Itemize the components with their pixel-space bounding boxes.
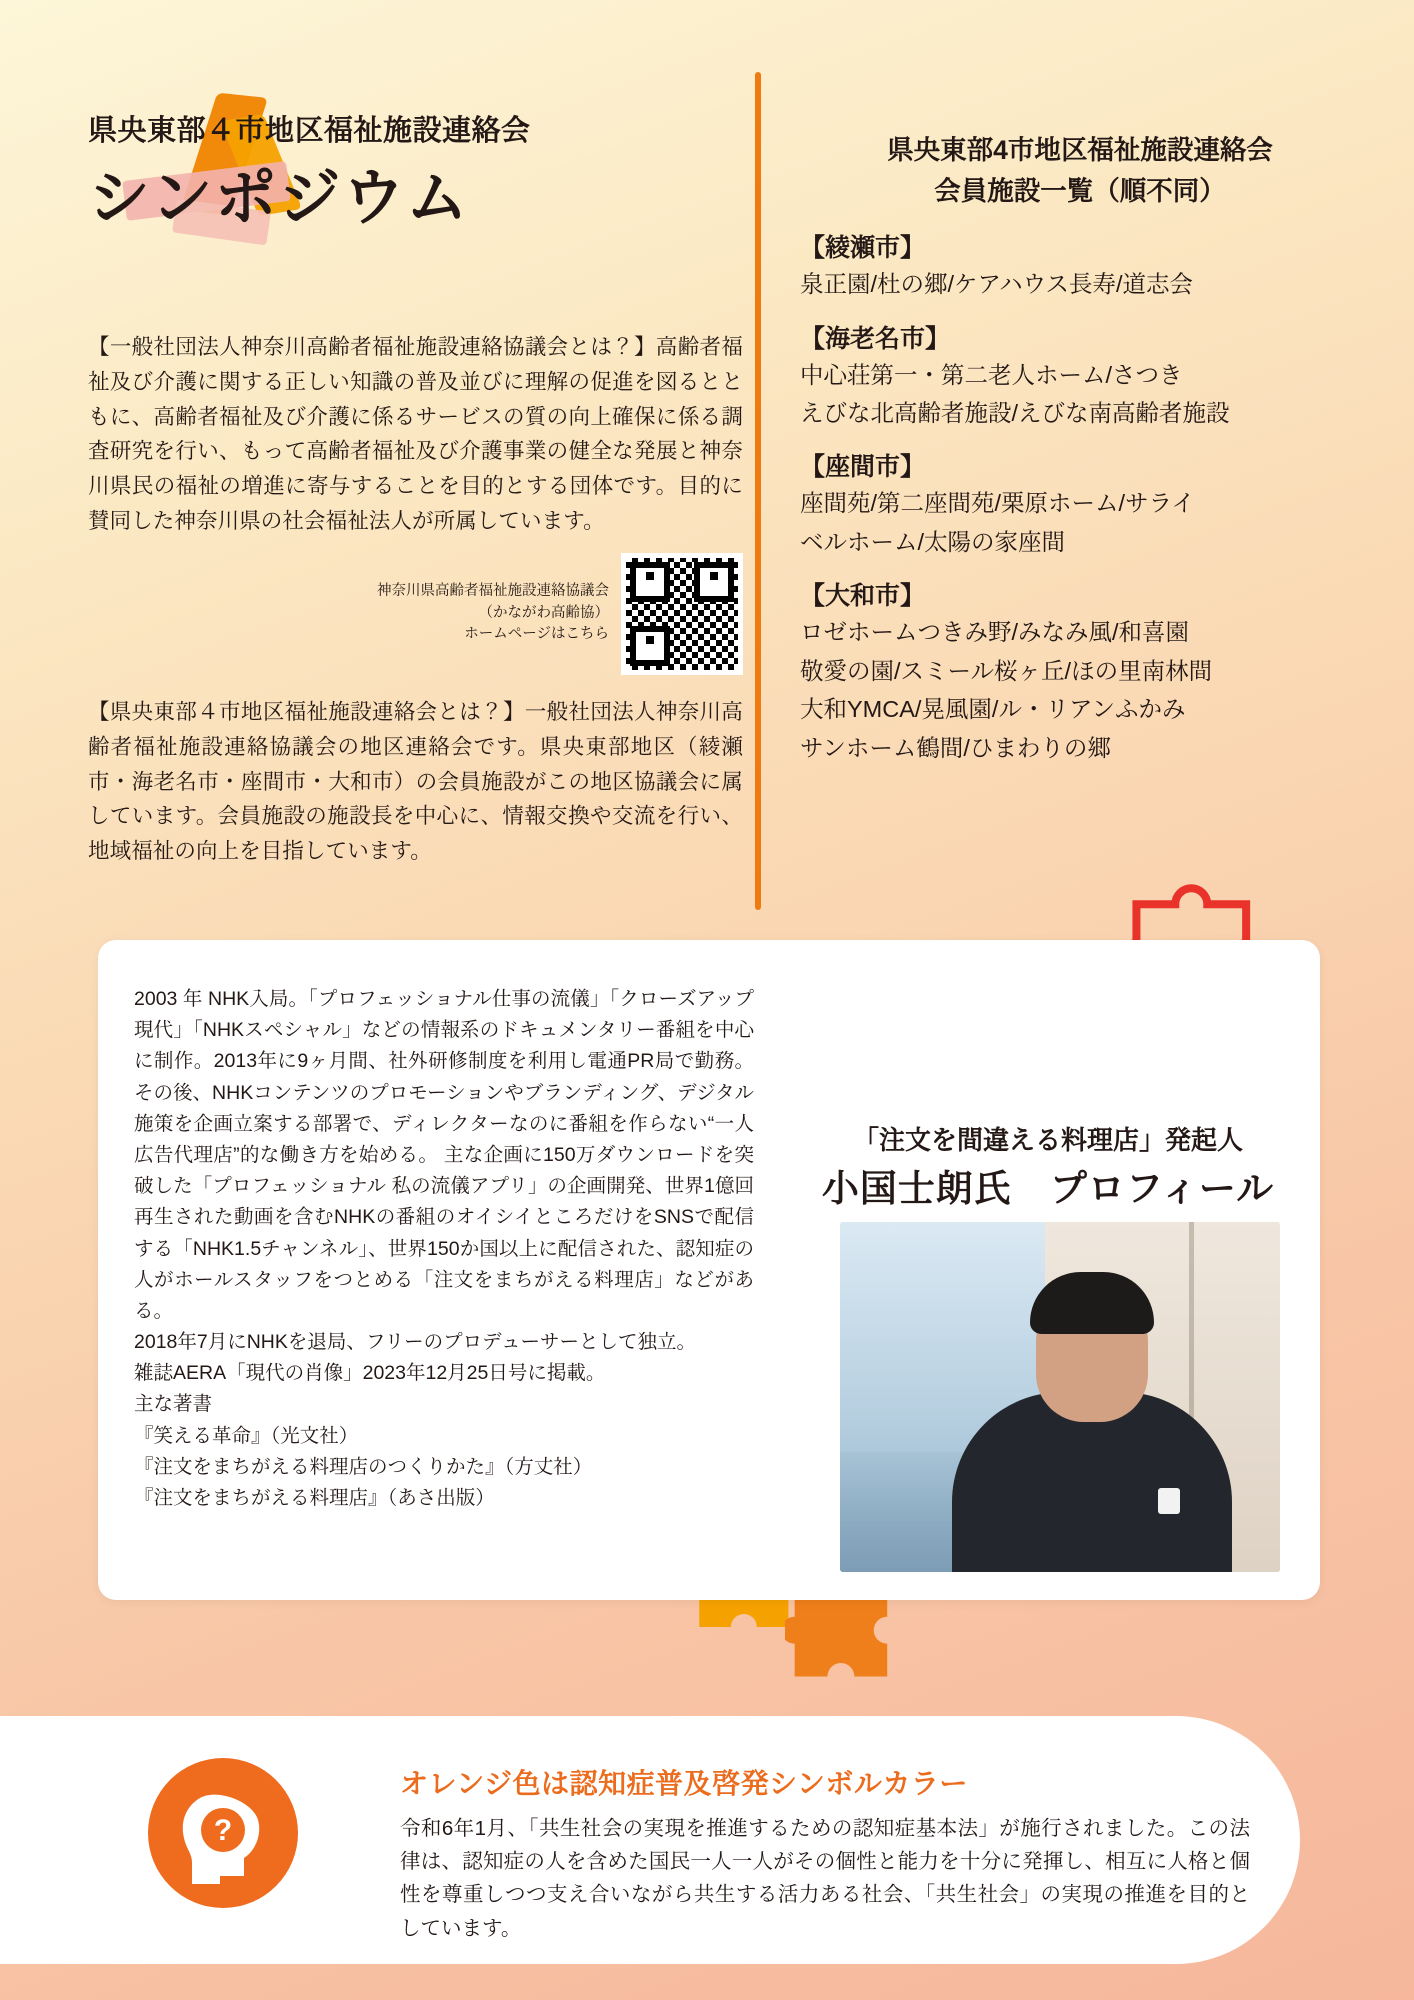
city-facilities: 泉正園/杜の郷/ケアハウス長寿/道志会 — [800, 271, 1194, 298]
profile-photo — [840, 1222, 1280, 1572]
qr-caption-line-3: ホームページはこちら — [464, 626, 609, 643]
qr-caption-line-2: （かながわ高齢協） — [478, 604, 609, 621]
banner-body: 令和6年1月、「共生社会の実現を推進するための認知症基本法」が施行されました。この法律は、認知症の人を含めた国民一人一人がその個性と能力を十分に発揮し、相互に人格と個性を尊重しつつ支え合いながら共生する活力ある社会、「共生社会」の実現の推進を目的としています。 — [400, 1817, 1250, 1940]
city-name: 【大和市】 — [800, 582, 926, 611]
banner-title: オレンジ色は認知症普及啓発シンボルカラー — [400, 1768, 968, 1799]
city-facilities: 敬愛の園/スミール桜ヶ丘/ほの里南林間 — [800, 657, 1213, 684]
book-title: 『注文をまちがえる料理店』（あさ出版） — [134, 1487, 495, 1509]
qr-caption — [377, 553, 609, 646]
qr-eye-bottom-left — [630, 626, 670, 666]
city-group-ayase — [800, 228, 1360, 302]
city-name: 【座間市】 — [800, 453, 926, 482]
svg-text:?: ? — [213, 1814, 233, 1847]
about-district-paragraph: 【県央東部４市地区福祉施設連絡会とは？】一般社団法人神奈川高齢者福祉施設連絡協議会の地区連絡会です。県央東部地区（綾瀬市・海老名市・座間市・大和市）の会員施設がこの地区協議会に属しています。会員施設の施設長を中心に、情報交換や交流を行い、地域福祉の向上を目指しています。 — [88, 699, 743, 864]
event-title: シンポジウム — [88, 164, 470, 233]
city-facilities: ロゼホームつきみ野/みなみ風/和喜園 — [800, 619, 1190, 646]
book-title: 『注文をまちがえる料理店のつくりかた』（方丈社） — [134, 1455, 593, 1478]
qr-row — [88, 553, 743, 675]
qr-caption-line-1: 神奈川県高齢者福祉施設連絡協議会 — [377, 582, 609, 599]
profile-panel — [98, 940, 1320, 1600]
city-group-zama — [800, 447, 1360, 560]
profile-name: 小国士朗氏 プロフィール — [821, 1168, 1275, 1209]
city-name: 【海老名市】 — [800, 324, 951, 353]
profile-biography-block — [134, 984, 754, 1514]
city-facilities: 大和YMCA/晃風園/ル・リアンふかみ — [800, 696, 1186, 723]
qr-eye-top-left — [630, 562, 670, 602]
biography-paragraph-3: 雑誌AERA「現代の肖像」2023年12月25日号に掲載。 — [134, 1362, 606, 1385]
symposium-title-wrap — [88, 157, 728, 245]
city-facilities: 座間苑/第二座間苑/栗原ホーム/サライ — [800, 490, 1195, 517]
facility-list-column — [800, 130, 1360, 766]
city-facilities: サンホーム鶴間/ひまわりの郷 — [800, 734, 1111, 761]
profile-right-block — [788, 940, 1308, 1600]
city-name: 【綾瀬市】 — [800, 234, 926, 263]
qr-eye-top-right — [694, 562, 734, 602]
facility-list-title-line-2: 会員施設一覧（順不同） — [934, 176, 1226, 207]
header-block — [88, 108, 728, 245]
bottom-banner — [0, 1716, 1300, 1964]
vertical-divider — [755, 72, 761, 910]
city-group-ebina — [800, 319, 1360, 432]
biography-paragraph-2: 2018年7月にNHKを退局、フリーのプロデューサーとして独立。 — [134, 1331, 697, 1354]
city-group-yamato — [800, 576, 1360, 766]
profile-subtitle: 「注文を間違える料理店」発起人 — [852, 1125, 1243, 1155]
qr-code-icon[interactable] — [621, 553, 743, 675]
book-title: 『笑える革命』（光文社） — [134, 1424, 359, 1447]
left-column — [88, 330, 743, 869]
biography-paragraph-1: 2003 年 NHK入局。「プロフェッショナル仕事の流儀」「クローズアップ現代」「NHKスペシャル」などの情報系のドキュメンタリー番組を中心に制作。2013年に9ヶ月間、社外研修制度を利用し電通PR局で勤務。その後、NHKコンテンツのプロモーションやブランディング、デジタル施策を企画立案する部署で、ディレクターなのに番組を作らない“一人広告代理店”的な働き方を始める。 主な企画に150万ダウンロードを突破した「プロフェッショナル 私の流儀アプリ」の企画開発、世界1億回再生された動画を含むNHKの番組のオイシイところだけをSNSで配信する「NHK1.5チャンネル」、世界150か国以上に配信された、認知症の人がホールスタッフをつとめる「注文をまちがえる料理店」などがある。 — [134, 988, 754, 1322]
city-facilities: 中心荘第一・第二老人ホーム/さつき — [800, 361, 1183, 388]
books-label: 主な著書 — [134, 1393, 213, 1416]
dementia-brain-head-icon — [148, 1758, 298, 1908]
about-association-paragraph: 【一般社団法人神奈川高齢者福祉施設連絡協議会とは？】高齢者福祉及び介護に関する正しい知識の普及並びに理解の促進を図るとともに、高齢者福祉及び介護に係るサービスの質の向上確保に係る調査研究を行い、もって高齢者福祉及び介護事業の健全な発展と神奈川県民の福祉の増進に寄与することを目的とする団体です。目的に賛同した神奈川県の社会福祉法人が所属しています。 — [88, 335, 743, 534]
photo-person-badge — [1158, 1488, 1180, 1514]
facility-list-title-line-1: 県央東部4市地区福祉施設連絡会 — [887, 135, 1273, 165]
association-name: 県央東部４市地区福祉施設連絡会 — [88, 115, 531, 147]
city-facilities: えびな北高齢者施設/えびな南高齢者施設 — [800, 399, 1230, 426]
city-facilities: ベルホーム/太陽の家座間 — [800, 528, 1066, 555]
